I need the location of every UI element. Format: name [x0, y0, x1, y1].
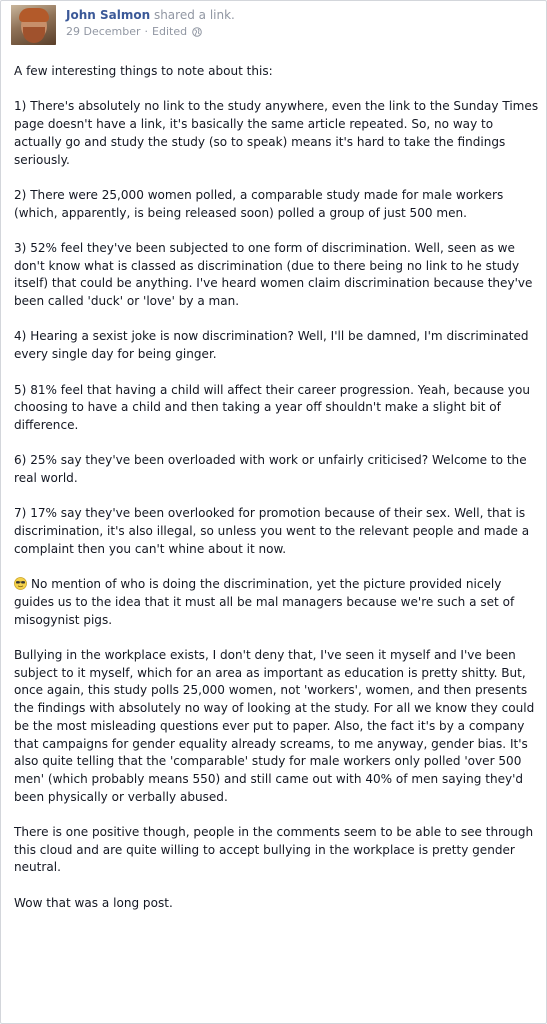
post-paragraph: Bullying in the workplace exists, I don't deny that, I've seen it myself and I've been subject to it myself, which for an area as important as education is pretty shitty. But, once again, this study polls 25,000 women, not 'workers', women, and then presents the findings with absolutely no way of looking at the study. For all we know they could be the most misleading questions ever put to paper. Also, the fact it's by a company that campaigns for gender equality already screams, to me anyway, gender bias. It's also quite telling that the 'comparable' study for male workers only polled 'over 500 men' (which probably means 550) and still came out with 40% of men saying they'd been physically or verbally abused. — [14, 648, 535, 804]
post-paragraph: 4) Hearing a sexist joke is now discrimination? Well, I'll be damned, I'm discriminated every single day for being ginger. — [14, 329, 529, 362]
post-paragraph: 5) 81% feel that having a child will affect their career progression. Yeah, because you choosing to have a child and then taking a year off shouldn't make a slight bit of difference. — [14, 382, 530, 432]
post-body — [14, 63, 541, 930]
author-line — [66, 7, 235, 23]
post-date[interactable]: 29 December — [66, 25, 141, 38]
post-action: shared a link. — [153, 8, 235, 22]
post-paragraph — [14, 576, 541, 629]
separator-dot: · — [144, 25, 149, 38]
post-paragraph: 7) 17% say they've been overlooked for promotion because of their sex. Well, that is discrimination, it's also illegal, so unless you went to the relevant people and made a complaint then you can't whine about it now. — [14, 506, 530, 556]
post-paragraph: There is one positive though, people in the comments seem to be able to see through this cloud and are quite willing to accept bullying in the workplace is pretty gender neutral. — [14, 825, 534, 875]
post-paragraph: Wow that was a long post. — [14, 895, 173, 910]
post-paragraph: 2) There were 25,000 women polled, a comparable study made for male workers (which, apparently, is being released soon) polled a group of just 500 men. — [14, 187, 504, 220]
sunglasses-emoji-icon — [14, 577, 27, 590]
post-paragraph: 1) There's absolutely no link to the study anywhere, even the link to the Sunday Times page doesn't have a link, it's basically the same article repeated. So, no way to actually go and study the study (so to speak) means it's hard to take the findings seriously. — [14, 99, 539, 167]
post-subline — [66, 25, 235, 39]
paragraph-text: No mention of who is doing the discrimination, yet the picture provided nicely guides us to the idea that it must all be mal managers because we're such a set of misogynist pigs. — [14, 577, 515, 627]
post-paragraph: 6) 25% say they've been overloaded with work or unfairly criticised? Welcome to the real world. — [14, 453, 527, 486]
post-paragraph: 3) 52% feel they've been subjected to one form of discrimination. Well, seen as we don't know what is classed as discrimination (due to there being no link to he study itself) that could be anything. I've heard women claim discrimination because they've been called 'duck' or 'love' by a man. — [14, 240, 533, 309]
globe-icon[interactable] — [192, 27, 202, 37]
post-meta — [66, 5, 235, 39]
avatar[interactable] — [11, 5, 56, 45]
post-header — [11, 5, 235, 45]
author-link[interactable]: John Salmon — [66, 8, 151, 22]
post-paragraph: A few interesting things to note about this: — [14, 64, 273, 78]
edited-label[interactable]: Edited — [152, 25, 188, 38]
